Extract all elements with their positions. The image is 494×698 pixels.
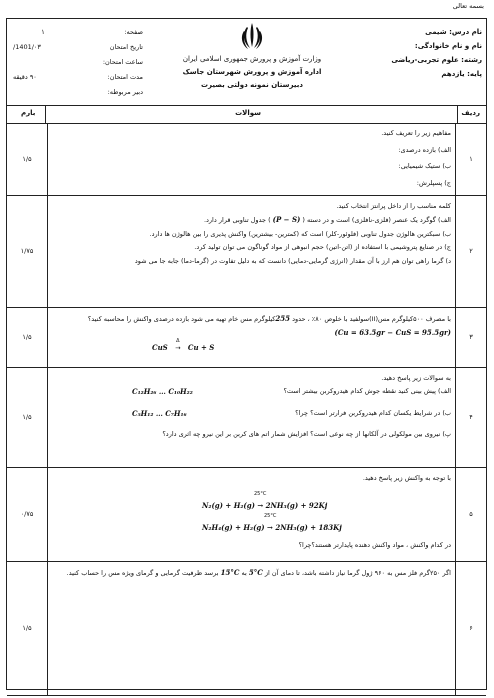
- ministry-title: وزارت آموزش و پرورش جمهوری اسلامی ایران: [182, 55, 322, 63]
- col-score-header: بارم: [21, 109, 36, 117]
- iran-emblem-icon: [239, 21, 265, 51]
- time-label: ساعت امتحان:: [102, 58, 143, 66]
- reaction-2: N₂H₄(g) + H₂(g) → 2NH₃(g) + 183Kj: [202, 523, 342, 532]
- question-line: [52, 326, 451, 341]
- question-line: با توجه به واکنش زیر پاسخ دهید.: [362, 473, 451, 482]
- table-row: [7, 367, 486, 467]
- question-number: ۳: [456, 307, 487, 367]
- question-line: پ) نیروی بین مولکولی در آلکانها از چه نوعی است؟ افزایش شمار اتم های کربن بر این نیرو چه اثری دارد؟: [162, 430, 451, 438]
- duration-value: ۹۰ دقیقه: [13, 73, 37, 81]
- question-score: ۰/۷۵: [7, 467, 48, 561]
- question-line: الف) گوگرد یک عنصر (فلزی-نافلزی) است و در دسته ( (P − S) ) جدول تناوبی قرار دارد.: [203, 215, 451, 224]
- temp-start: 5°C: [248, 567, 263, 577]
- exam-header: [7, 19, 486, 106]
- temp-end: 15°C: [220, 567, 240, 577]
- table-row: [7, 123, 486, 195]
- question-score: ۱/۵: [7, 367, 48, 467]
- course-name: نام درس: شیمی: [425, 28, 482, 36]
- question-line: ج) در صنایع پتروشیمی با استفاده از (اتن-اتین) حجم انبوهی از مواد گوناگون می توان تولید کرد.: [194, 243, 451, 251]
- table-header: [7, 105, 486, 124]
- reaction-equation: CuS Δ → Cu + S: [152, 337, 215, 352]
- question-text: [48, 561, 456, 695]
- group-formula: (P − S): [272, 215, 301, 224]
- exam-info-center: [157, 21, 347, 92]
- school-title: دبیرستان نمونه دولتی بصیرت: [201, 81, 303, 89]
- hydrocarbon-pair-b: C₅H₁₂ … C₇H₁₆: [132, 408, 187, 418]
- question-text: [48, 123, 456, 195]
- table-row: [7, 195, 486, 307]
- question-line: د) گرما راهی توان هم ارز با آن مقدار (انرژی گرمایی-دمایی) دانست که به دلیل تفاوت در (گرما-دما) جابه جا می شود: [134, 256, 451, 265]
- question-line: به سوالات زیر پاسخ دهید.: [381, 373, 451, 382]
- date-label: تاریخ امتحان: [109, 43, 143, 51]
- question-score: ۱/۵: [7, 561, 48, 695]
- question-line: ب) در شرایط یکسان کدام هیدروکربن فرارتر است؟ چرا؟ C₅H₁₂ … C₇H₁₆: [52, 407, 451, 421]
- table-row: [7, 307, 486, 367]
- question-line: مفاهیم زیر را تعریف کنید.: [381, 129, 451, 137]
- office-title: اداره آموزش و پرورش شهرستان جاسک: [182, 68, 322, 76]
- question-text: [48, 467, 456, 561]
- question-line: اگر ۲۵۰گرم فلز مس به ۹۶۰ ژول گرما نیاز داشته باشد، تا دمای آن از 5°C به 15°C برسد ظرفیت گرمایی و گرمای ویژه مس را حساب کنید.: [66, 567, 451, 577]
- molar-masses: (Cu = 63.5gr − CuS = 95.5gr): [334, 328, 451, 337]
- table-row: [7, 467, 486, 561]
- question-line: در کدام واکنش ، مواد واکنش دهنده پایدارتر هستند؟چرا؟: [298, 541, 451, 549]
- col-row-header: ردیف: [461, 109, 480, 117]
- exam-info-right: [332, 25, 482, 81]
- question-line: الف) پیش بینی کنید نقطه جوش کدام هیدروکربن بیشتر است؟ C₁₂H₂₆ … C₁₀H₂₂: [52, 385, 451, 399]
- date-value: 1401/۰۳/: [13, 43, 41, 51]
- page-value: ۱: [41, 28, 45, 36]
- col-questions-header: سوالات: [235, 109, 261, 117]
- question-line: با مصرف ۵۰۰کیلوگرم مس(II)سولفید با خلوص ۸۰٪ ، حدود 255کیلوگرم مس خام تهیه می شود بازده درصدی واکنش را محاسبه کنید؟: [87, 313, 451, 323]
- question-line: ج) پسپلرش:: [416, 178, 451, 187]
- teacher-value: [13, 85, 73, 100]
- question-score: ۱/۵: [7, 307, 48, 367]
- duration-label: مدت امتحان:: [107, 73, 143, 81]
- question-number: ۱: [456, 123, 487, 195]
- bismillah: بسمه تعالی: [452, 2, 484, 10]
- question-number: ۴: [456, 367, 487, 467]
- page-label: صفحه:: [124, 28, 143, 36]
- question-text: [48, 367, 456, 467]
- reaction-1: N₂(g) + H₂(g) → 2NH₃(g) + 92Kj: [202, 501, 328, 510]
- exam-info-left: [13, 25, 143, 100]
- student-name-label: نام و نام خانوادگی:: [414, 42, 482, 50]
- hydrocarbon-pair-a: C₁₂H₂₆ … C₁₀H₂₂: [132, 387, 193, 396]
- question-number: ۵: [456, 467, 487, 561]
- teacher-label: دبیر مربوطه:: [107, 88, 143, 96]
- grade-label: پایه: یازدهم: [441, 70, 482, 78]
- question-number: ۲: [456, 195, 487, 307]
- question-number: ۶: [456, 561, 487, 695]
- exam-sheet: [6, 18, 487, 690]
- question-text: [48, 307, 456, 367]
- question-line: کلمه مناسب را از داخل پرانتز انتخاب کنید.: [336, 201, 451, 210]
- question-line: ب) ستیک شیمیایی:: [398, 162, 451, 170]
- questions-table: [7, 123, 486, 696]
- reaction-condition: 25°C: [264, 513, 277, 519]
- mass-value: 255: [275, 313, 291, 323]
- question-line: الف) بازده درصدی:: [398, 145, 451, 154]
- reaction-condition: 25°C: [254, 491, 267, 497]
- question-text: [48, 195, 456, 307]
- field-label: رشته: علوم تجربی-ریاضی: [391, 56, 482, 64]
- question-score: ۱/۵: [7, 123, 48, 195]
- time-value: [13, 55, 73, 70]
- question-line: ب) سبکترین هالوژن جدول تناوبی (فلوئور-کلر) است که (کمترین- بیشترین) واکنش پذیری را بین هالوژن ها دارد.: [149, 229, 451, 238]
- table-row: [7, 561, 486, 695]
- question-score: ۱/۷۵: [7, 195, 48, 307]
